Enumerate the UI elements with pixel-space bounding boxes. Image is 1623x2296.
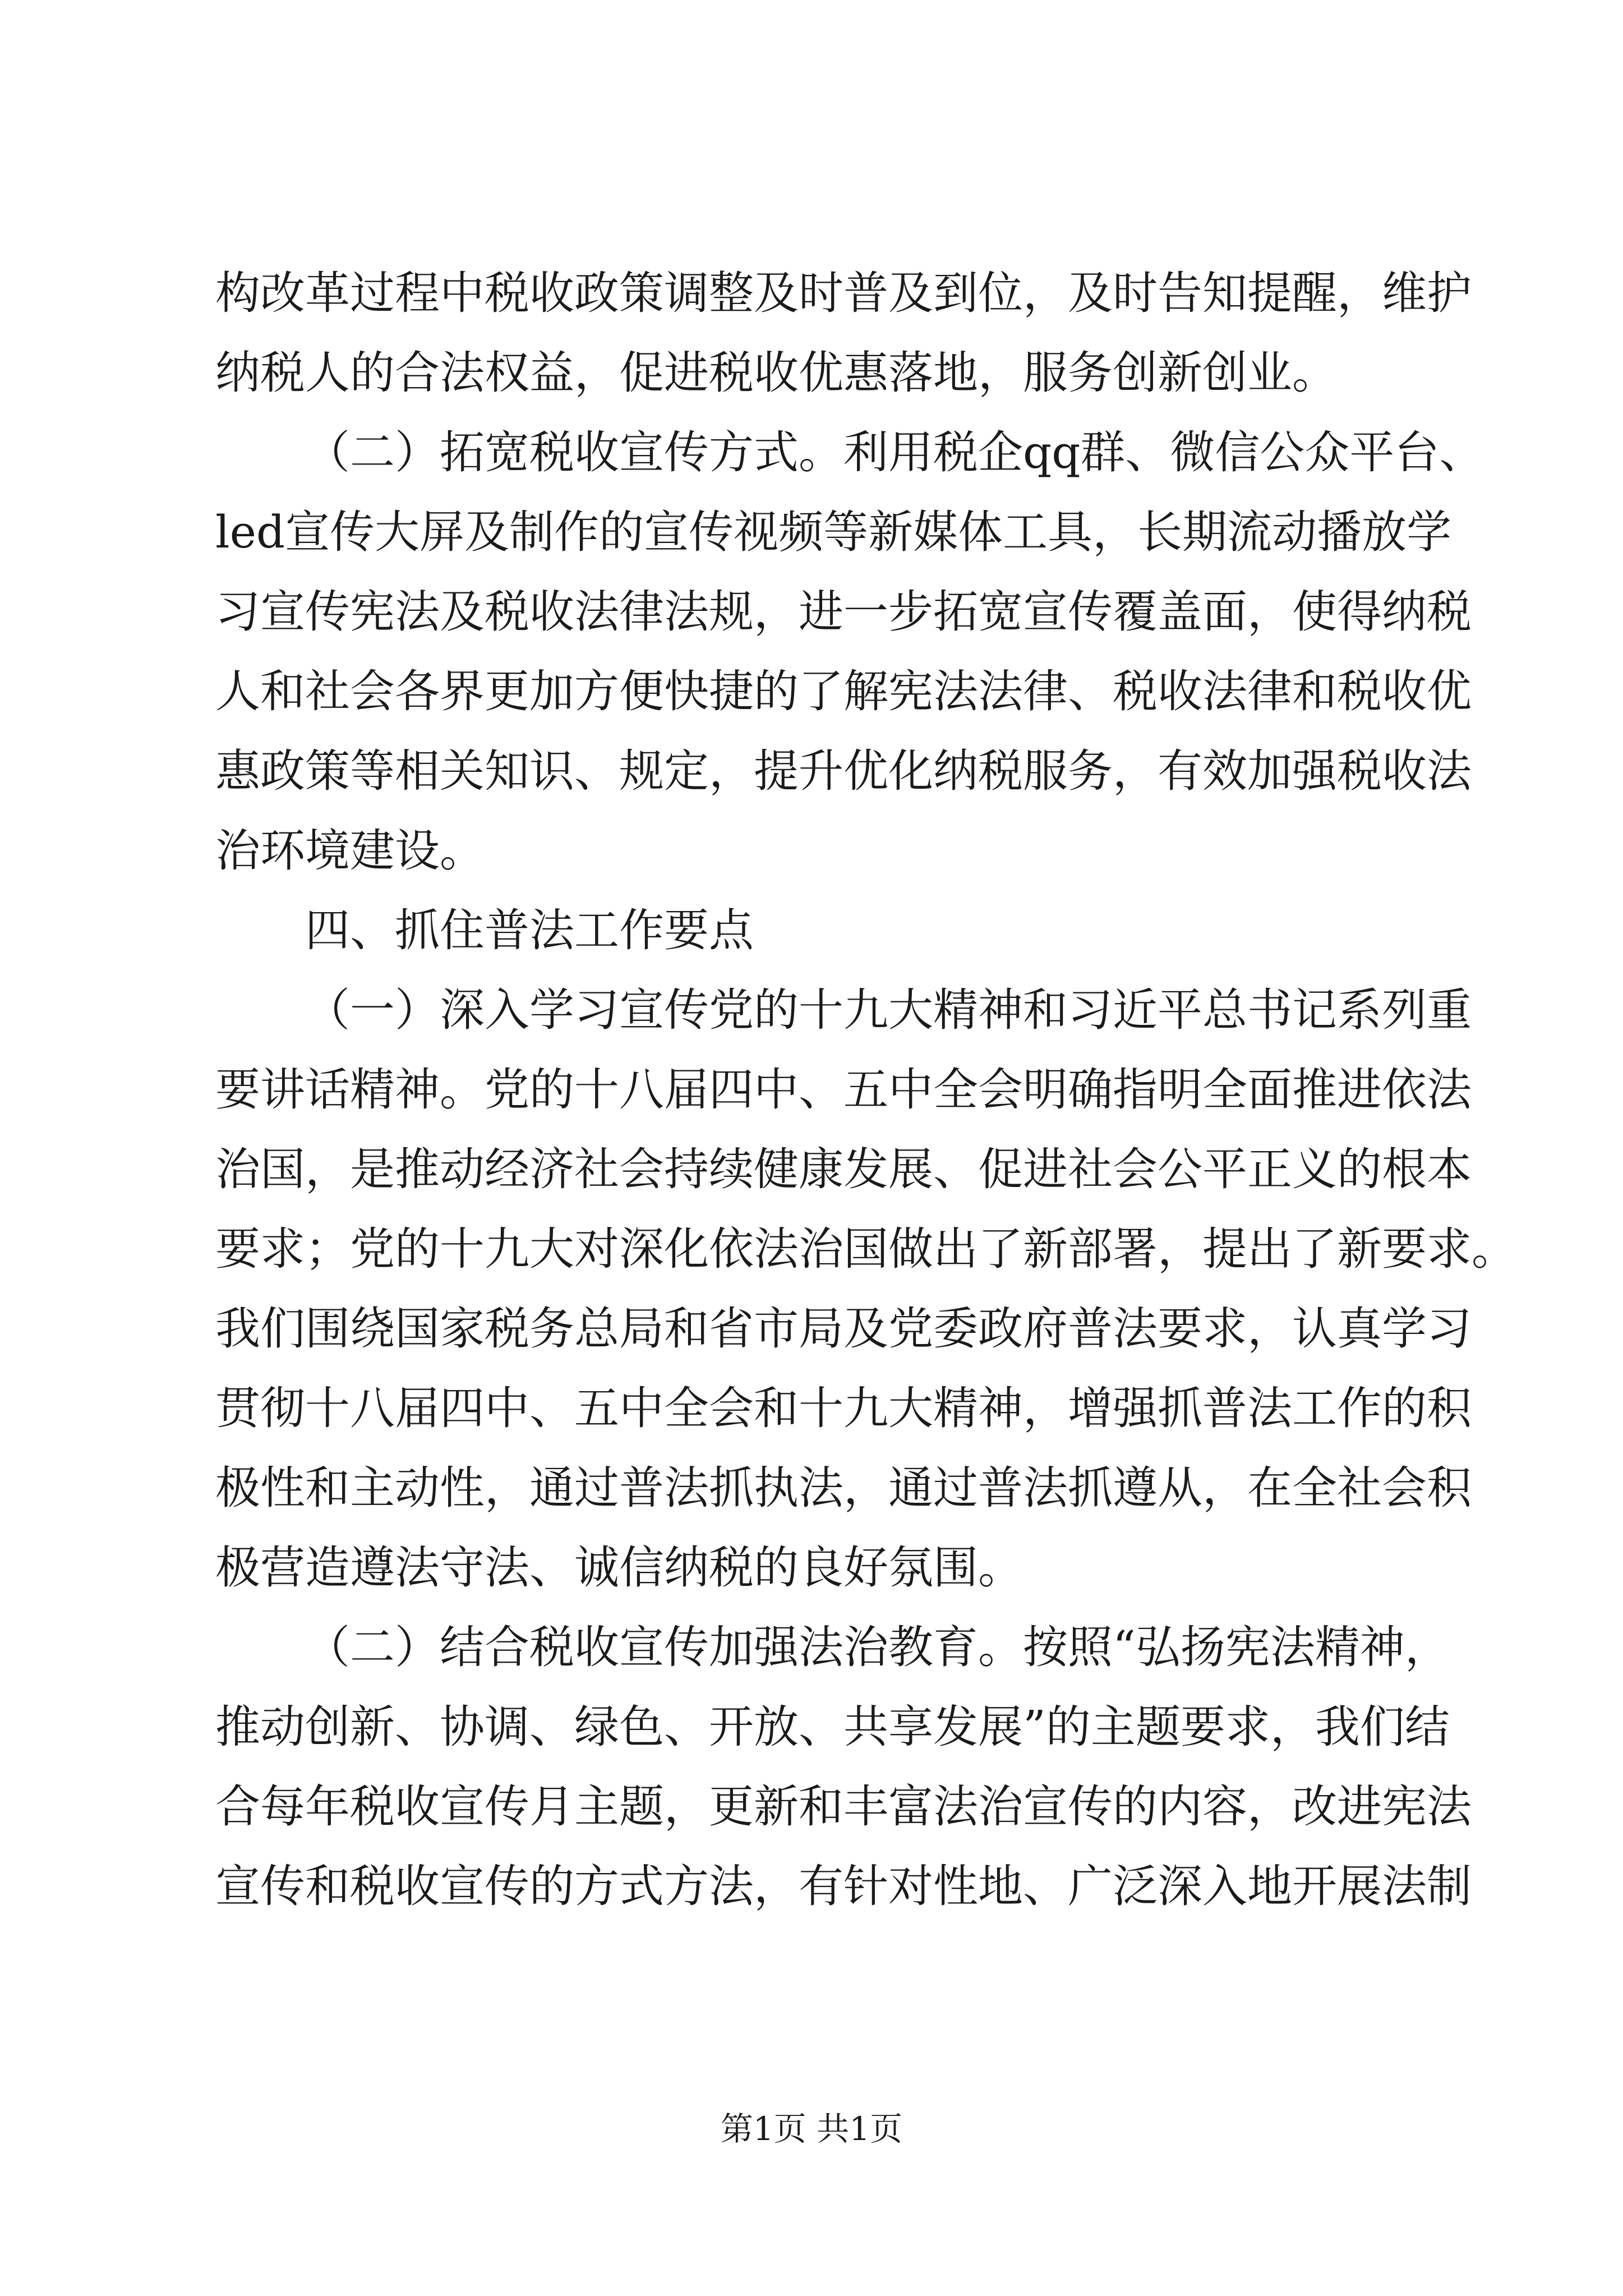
text-line: 人和社会各界更加方便快捷的了解宪法法律、税收法律和税收优 bbox=[215, 665, 1472, 717]
text-line: 治环境建设。 bbox=[215, 825, 485, 877]
text-line: 习宣传宪法及税收法律法规，进一步拓宽宣传覆盖面，使得纳税 bbox=[215, 586, 1472, 638]
text-line: 惠政策等相关知识、规定，提升优化纳税服务，有效加强税收法 bbox=[215, 745, 1472, 797]
text-line: 治国，是推动经济社会持续健康发展、促进社会公平正义的根本 bbox=[215, 1143, 1472, 1195]
text-line: 要讲话精神。党的十八届四中、五中全会明确指明全面推进依法 bbox=[215, 1064, 1472, 1116]
page-number-label: 第1页 共1页 bbox=[720, 2110, 903, 2148]
text-line: 宣传和税收宣传的方式方法，有针对性地、广泛深入地开展法制 bbox=[215, 1860, 1472, 1912]
text-line: 极性和主动性，通过普法抓执法，通过普法抓遵从，在全社会积 bbox=[215, 1462, 1472, 1514]
text-line: 推动创新、协调、绿色、开放、共享发展”的主题要求，我们结 bbox=[215, 1701, 1450, 1753]
text-line: 纳税人的合法权益，促进税收优惠落地，服务创新创业。 bbox=[215, 347, 1337, 399]
text-line: 构改革过程中税收政策调整及时普及到位，及时告知提醒，维护 bbox=[215, 267, 1472, 319]
paragraph-start-line: （二）结合税收宣传加强法治教育。按照“弘扬宪法精神， bbox=[305, 1621, 1450, 1673]
text-line: 极营造遵法守法、诚信纳税的良好氛围。 bbox=[215, 1542, 1023, 1594]
paragraph-start-line: （二）拓宽税收宣传方式。利用税企qq群、微信公众平台、 bbox=[305, 426, 1484, 478]
text-line: 贯彻十八届四中、五中全会和十九大精神，增强抓普法工作的积 bbox=[215, 1382, 1472, 1434]
document-body bbox=[215, 254, 1516, 1926]
text-line: 合每年税收宣传月主题，更新和丰富法治宣传的内容，改进宪法 bbox=[215, 1780, 1472, 1833]
page-footer bbox=[0, 2109, 1623, 2148]
text-line: led宣传大屏及制作的宣传视频等新媒体工具，长期流动播放学 bbox=[215, 506, 1452, 558]
paragraph-start-line: （一）深入学习宣传党的十九大精神和习近平总书记系列重 bbox=[305, 984, 1472, 1036]
text-line: 要求；党的十九大对深化依法治国做出了新部署，提出了新要求。 bbox=[215, 1223, 1516, 1275]
section-heading: 四、抓住普法工作要点 bbox=[305, 904, 754, 956]
text-line: 我们围绕国家税务总局和省市局及党委政府普法要求，认真学习 bbox=[215, 1303, 1472, 1355]
